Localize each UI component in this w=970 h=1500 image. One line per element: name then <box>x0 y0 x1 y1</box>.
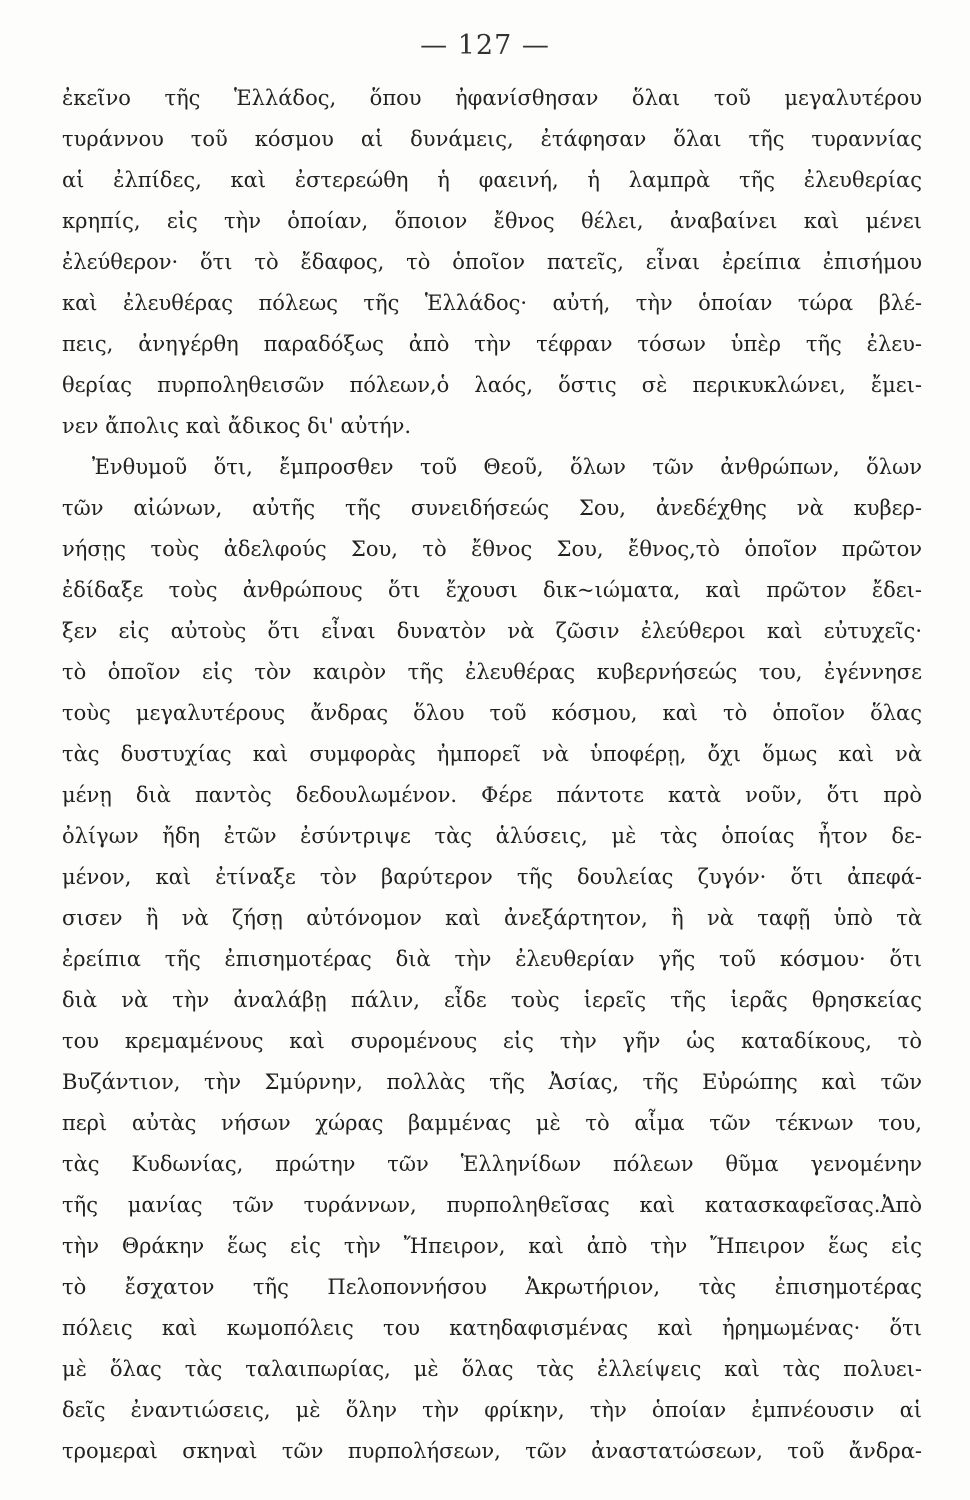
text-line: τὸ ἔσχατον τῆς Πελοποννήσου Ἀκρωτήριον, τὰς ἐπισημοτέρας <box>62 1275 922 1299</box>
text-line: ἐρείπια τῆς ἐπισημοτέρας διὰ τὴν ἐλευθερίαν γῆς τοῦ κόσμου· ὅτι <box>62 947 922 971</box>
text-line: δεῖς ἐναντιώσεις, μὲ ὅλην τὴν φρίκην, τὴν ὁποίαν ἐμπνέουσιν αἱ <box>62 1398 922 1422</box>
text-line: καὶ ἐλευθέρας πόλεως τῆς Ἑλλάδος· αὐτή, τὴν ὁποίαν τώρα βλέ- <box>62 291 922 315</box>
text-line: μένῃ διὰ παντὸς δεδουλωμένον. Φέρε πάντοτε κατὰ νοῦν, ὅτι πρὸ <box>62 783 922 807</box>
text-line: ἐκεῖνο τῆς Ἑλλάδος, ὅπου ἠφανίσθησαν ὅλαι τοῦ μεγαλυτέρου <box>62 86 922 110</box>
text-line: περὶ αὐτὰς νήσων χώρας βαμμένας μὲ τὸ αἷμα τῶν τέκνων του, <box>62 1111 922 1135</box>
text-line: τὸ ὁποῖον εἰς τὸν καιρὸν τῆς ἐλευθέρας κυβερνήσεώς του, ἐγέννησε <box>62 660 922 684</box>
page-number: — 127 — <box>420 30 550 61</box>
body-text <box>62 78 922 1472</box>
text-line: τῶν αἰώνων, αὐτῆς τῆς συνειδήσεώς Σου, ἀνεδέχθης νὰ κυβερ- <box>62 496 922 520</box>
text-line: τυράννου τοῦ κόσμου αἱ δυνάμεις, ἐτάφησαν ὅλαι τῆς τυραννίας <box>62 127 922 151</box>
text-line: τὴν Θράκην ἕως εἰς τὴν Ἤπειρον, καὶ ἀπὸ τὴν Ἤπειρον ἕως εἰς <box>62 1234 922 1258</box>
text-line: Βυζάντιον, τὴν Σμύρνην, πολλὰς τῆς Ἀσίας, τῆς Εὐρώπης καὶ τῶν <box>62 1070 922 1094</box>
text-line: κρηπίς, εἰς τὴν ὁποίαν, ὅποιον ἔθνος θέλει, ἀναβαίνει καὶ μένει <box>62 209 922 233</box>
text-line: διὰ νὰ τὴν ἀναλάβῃ πάλιν, εἶδε τοὺς ἱερεῖς τῆς ἱερᾶς θρησκείας <box>62 988 922 1012</box>
text-line: τὰς δυστυχίας καὶ συμφορὰς ἠμπορεῖ νὰ ὑποφέρῃ, ὄχι ὅμως καὶ νὰ <box>62 742 922 766</box>
text-line: τὰς Κυδωνίας, πρώτην τῶν Ἑλληνίδων πόλεων θῦμα γενομένην <box>62 1152 922 1176</box>
text-line: τρομεραὶ σκηναὶ τῶν πυρπολήσεων, τῶν ἀναστατώσεων, τοῦ ἄνδρα- <box>62 1439 922 1463</box>
text-line: του κρεμαμένους καὶ συρομένους εἰς τὴν γῆν ὡς καταδίκους, τὸ <box>62 1029 922 1053</box>
text-line: αἱ ἐλπίδες, καὶ ἐστερεώθη ἡ φαεινή, ἡ λαμπρὰ τῆς ἐλευθερίας <box>62 168 922 192</box>
text-line: ὀλίγων ἤδη ἐτῶν ἐσύντριψε τὰς ἁλύσεις, μὲ τὰς ὁποίας ἦτον δε- <box>62 824 922 848</box>
text-line: τοὺς μεγαλυτέρους ἄνδρας ὅλου τοῦ κόσμου, καὶ τὸ ὁποῖον ὅλας <box>62 701 922 725</box>
text-line: ξεν εἰς αὐτοὺς ὅτι εἶναι δυνατὸν νὰ ζῶσιν ἐλεύθεροι καὶ εὐτυχεῖς· <box>62 619 922 643</box>
text-line: ἐδίδαξε τοὺς ἀνθρώπους ὅτι ἔχουσι δικ~ιώματα, καὶ πρῶτον ἔδει- <box>62 578 922 602</box>
text-line: πόλεις καὶ κωμοπόλεις του κατηδαφισμένας καὶ ἠρημωμένας· ὅτι <box>62 1316 922 1340</box>
text-line: θερίας πυρποληθεισῶν πόλεων,ὁ λαός, ὅστις σὲ περικυκλώνει, ἔμει- <box>62 373 922 397</box>
text-line: νήσῃς τοὺς ἀδελφούς Σου, τὸ ἔθνος Σου, ἔθνος,τὸ ὁποῖον πρῶτον <box>62 537 922 561</box>
text-line: πεις, ἀνηγέρθη παραδόξως ἀπὸ τὴν τέφραν τόσων ὑπὲρ τῆς ἐλευ- <box>62 332 922 356</box>
text-line: μὲ ὅλας τὰς ταλαιπωρίας, μὲ ὅλας τὰς ἐλλείψεις καὶ τὰς πολυει- <box>62 1357 922 1381</box>
text-line: τῆς μανίας τῶν τυράννων, πυρποληθεῖσας καὶ κατασκαφεῖσας.Ἀπὸ <box>62 1193 922 1217</box>
text-line: σισεν ἢ νὰ ζήσῃ αὐτόνομον καὶ ἀνεξάρτητον, ἢ νὰ ταφῇ ὑπὸ τὰ <box>62 906 922 930</box>
text-line: ἐλεύθερον· ὅτι τὸ ἔδαφος, τὸ ὁποῖον πατεῖς, εἶναι ἐρείπια ἐπισήμου <box>62 250 922 274</box>
text-line: μένον, καὶ ἐτίναξε τὸν βαρύτερον τῆς δουλείας ζυγόν· ὅτι ἀπεφά- <box>62 865 922 889</box>
text-line: Ἐνθυμοῦ ὅτι, ἔμπροσθεν τοῦ Θεοῦ, ὅλων τῶν ἀνθρώπων, ὅλων <box>92 455 922 479</box>
text-line: νεν ἄπολις καὶ ἄδικος δι' αὐτήν. <box>62 414 412 438</box>
